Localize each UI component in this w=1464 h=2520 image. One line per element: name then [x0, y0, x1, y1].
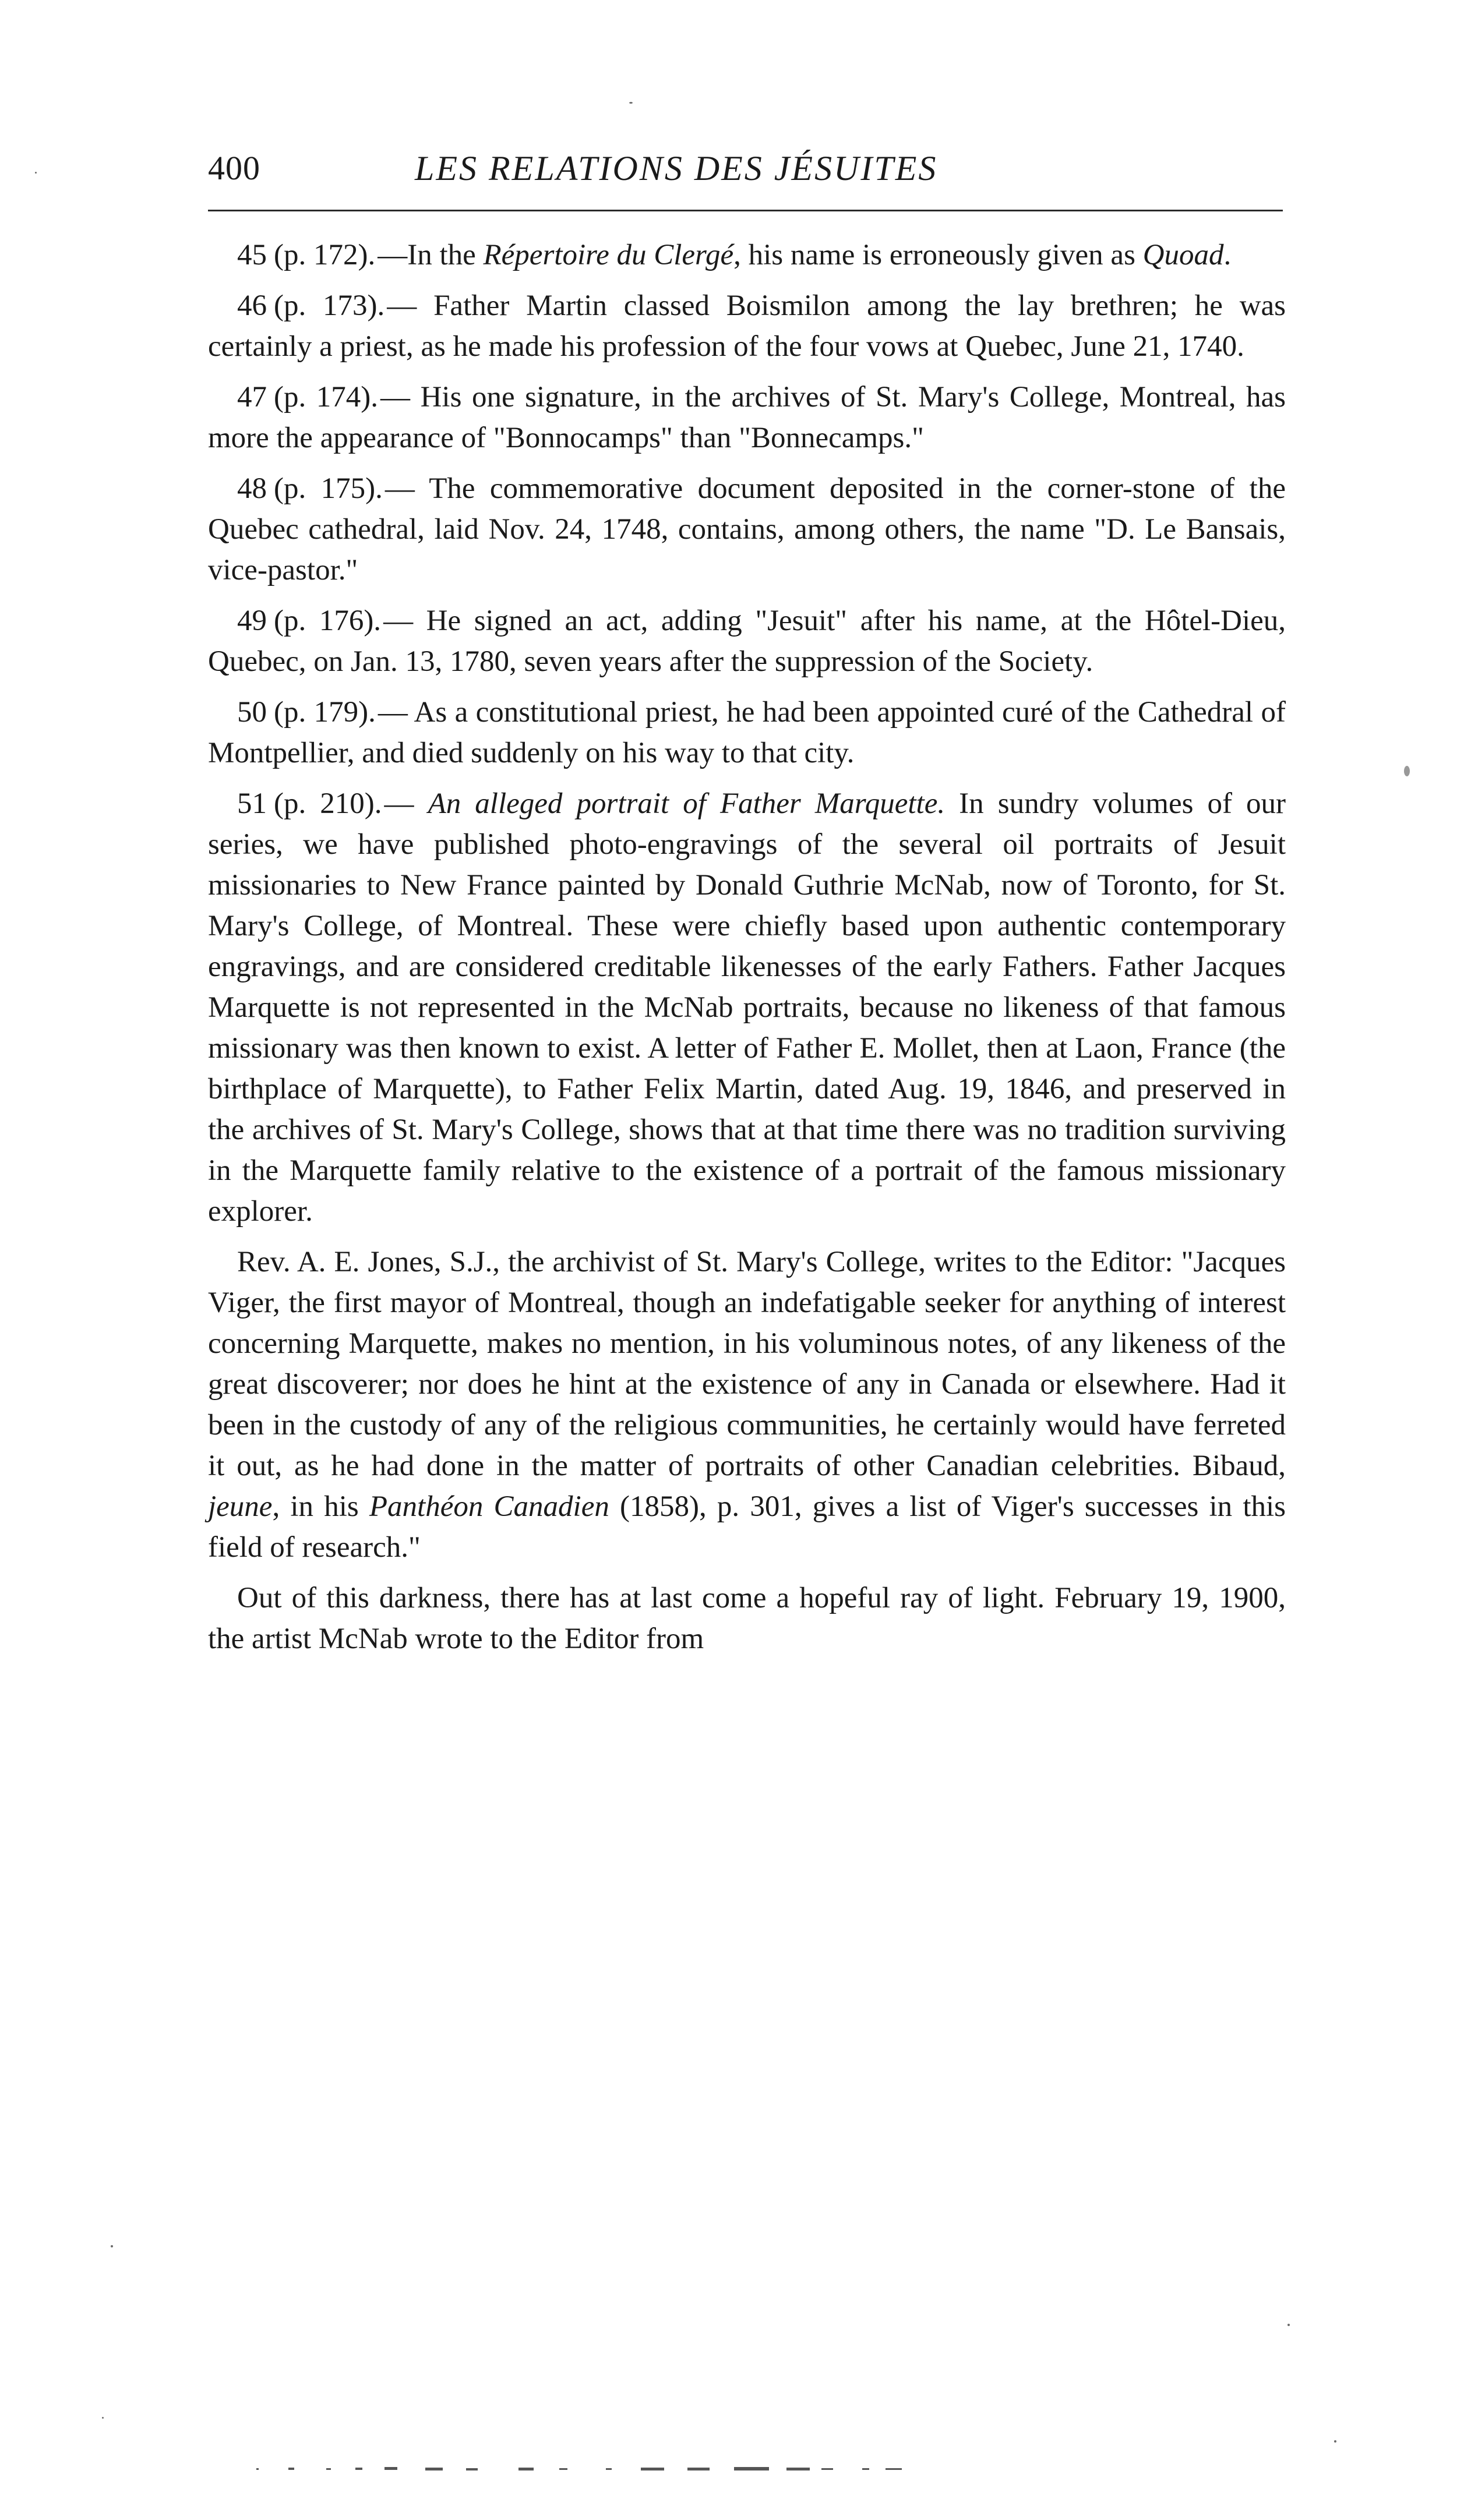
endnote-paragraph	[208, 1242, 1286, 1568]
note-number: 50	[237, 696, 267, 729]
note-number: 49	[237, 605, 267, 637]
note-page-reference: (p. 210).	[274, 787, 382, 820]
italic-text: Répertoire du Clergé	[483, 239, 734, 271]
italic-text: jeune	[208, 1490, 273, 1523]
note-text: As a constitutional priest, he had been appointed curé of the Cathedral of Montpellier, and died suddenly on his way to that city.	[208, 696, 1286, 769]
endnote-paragraph	[208, 468, 1286, 591]
italic-text: Quoad	[1142, 239, 1224, 271]
note-text: He signed an act, adding "Jesuit" after his name, at the Hôtel-Dieu, Quebec, on Jan. 13, 1780, seven years after the suppression of the Society.	[208, 605, 1286, 678]
endnote-paragraph	[208, 285, 1286, 367]
note-text: Out of this darkness, there has at last come a hopeful ray of light. February 19, 1900, the artist McNab wrote to the Editor from	[208, 1582, 1286, 1655]
scan-speck	[1334, 2440, 1336, 2443]
note-dash: —	[378, 696, 414, 729]
note-page-reference: (p. 176).	[274, 605, 382, 637]
note-text: In the	[407, 239, 484, 271]
note-text: The commemorative document deposited in the corner-stone of the Quebec cathedral, laid Nov. 24, 1748, contains, among others, the name "D. Le Bansais, vice-pastor."	[208, 472, 1286, 586]
note-number: 47	[237, 381, 267, 413]
scan-speck	[111, 2245, 113, 2247]
note-text: Rev. A. E. Jones, S.J., the archivist of St. Mary's College, writes to the Editor: "Jacques Viger, the first mayor of Montreal, though an indefatigable seeker for anything of interest concerning Marquette, makes no mention, in his voluminous notes, of any likeness of the great discoverer; nor does he hint at the existence of any in Canada or elsewhere. Had it been in the custody of any of the religious communities, he certainly would have ferreted it out, as he had done in the matter of portraits of other Canadian celebrities. Bibaud,	[208, 1246, 1286, 1482]
running-head	[208, 149, 1286, 201]
scan-speck	[35, 172, 37, 174]
note-number: 46	[237, 289, 267, 322]
note-dash: —	[384, 787, 428, 820]
scan-speck	[1287, 2324, 1290, 2326]
endnote-paragraph	[208, 600, 1286, 682]
endnote-paragraph	[208, 783, 1286, 1232]
note-page-reference: (p. 175).	[274, 472, 383, 505]
endnote-paragraph	[208, 1578, 1286, 1659]
endnotes-section	[208, 235, 1286, 1659]
note-page-reference: (p. 172).	[274, 239, 376, 271]
note-text: (1858), p. 301, gives a list of Viger's successes in this field of research."	[208, 1490, 1286, 1564]
note-dash: —	[384, 472, 429, 505]
endnote-paragraph	[208, 235, 1286, 275]
note-text: .	[1223, 239, 1232, 271]
note-text: Father Martin classed Boismilon among the lay brethren; he was certainly a priest, as he made his profession of the four vows at Quebec, June 21, 1740.	[208, 289, 1286, 363]
scan-speck	[102, 2417, 104, 2419]
note-text: In sundry volumes of our series, we have published photo-engravings of the several oil portraits of Jesuit missionaries to New France painted by Donald Guthrie McNab, now of Toronto, for St. Mary's College, of Montreal. These were chiefly based upon authentic contemporary engravings, and are considered creditable likenesses of the early Fathers. Father Jacques Marquette is not represented in the McNab portraits, because no likeness of that famous missionary was then known to exist. A letter of Father E. Mollet, then at Laon, France (the birthplace of Marquette), to Father Felix Martin, dated Aug. 19, 1846, and preserved in the archives of St. Mary's College, shows that at that time there was no tradition surviving in the Marquette family relative to the existence of a portrait of the famous missionary explorer.	[208, 787, 1286, 1228]
note-page-reference: (p. 179).	[274, 696, 376, 729]
note-text: , his name is erroneously given as	[733, 239, 1143, 271]
note-dash: —	[380, 381, 421, 413]
endnote-paragraph	[208, 692, 1286, 773]
header-rule	[208, 210, 1283, 211]
note-dash: —	[387, 289, 434, 322]
note-number: 48	[237, 472, 267, 505]
note-text: , in his	[272, 1490, 369, 1523]
scan-speck	[1404, 766, 1410, 776]
note-number: 45	[237, 239, 267, 271]
page-number: 400	[208, 149, 260, 187]
note-number: 51	[237, 787, 267, 820]
running-title: LES RELATIONS DES JÉSUITES	[415, 149, 938, 188]
note-dash: —	[383, 605, 426, 637]
scan-speck	[629, 102, 633, 104]
bottom-scan-noise	[233, 2464, 1282, 2475]
note-dash: —	[378, 239, 408, 271]
note-page-reference: (p. 173).	[274, 289, 385, 322]
note-text: His one signature, in the archives of St. Mary's College, Montreal, has more the appearance of "Bonnocamps" than "Bonnecamps."	[208, 381, 1286, 454]
italic-text: An alleged portrait of Father Marquette.	[428, 787, 946, 820]
note-page-reference: (p. 174).	[274, 381, 379, 413]
book-page	[208, 149, 1286, 1669]
italic-text: Panthéon Canadien	[369, 1490, 609, 1523]
endnote-paragraph	[208, 377, 1286, 458]
